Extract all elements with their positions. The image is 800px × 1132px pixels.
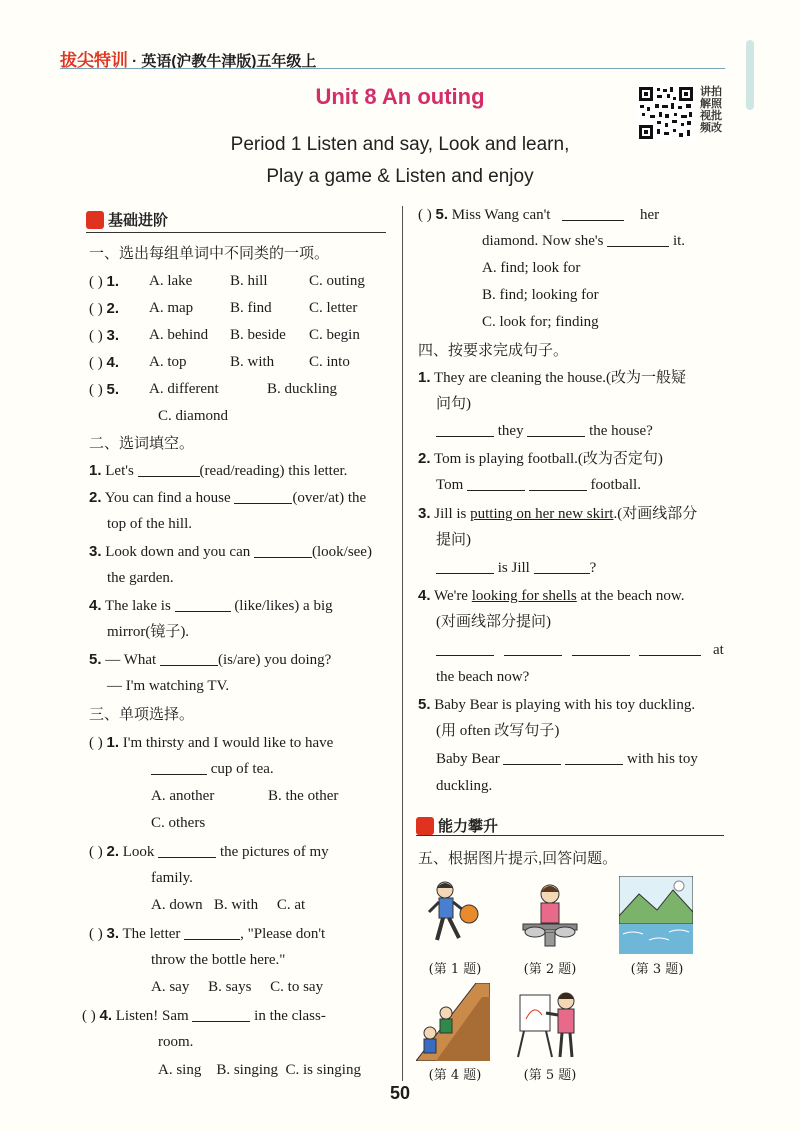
list-item [89,349,350,377]
q-text: in the class- [254,1008,326,1024]
choice-q1 [89,729,333,757]
answer-paren[interactable]: ( ) [89,355,103,371]
rewrite-q4 [418,582,684,610]
answer-blank[interactable] [158,841,216,858]
item-number: 2. [106,300,120,317]
part2-title: 二、选词填空。 [89,435,195,452]
choice-q5 [418,201,659,229]
item-number: 3. [106,925,120,942]
answer-paren[interactable]: ( ) [89,274,103,290]
answer-blank[interactable] [151,758,207,775]
answer-paren[interactable]: ( ) [89,382,103,398]
q-text: 问句) [436,396,471,412]
option-b: B. with [230,354,275,370]
item-number: 3. [89,543,102,560]
q-text: with his toy [626,751,698,767]
answer-blank[interactable] [467,474,525,491]
qr-code-icon[interactable] [637,85,695,141]
answer-blank[interactable] [534,557,590,574]
q-text: (look/see) [311,544,372,560]
answer-blank[interactable] [175,595,231,612]
q-text: is Jill [497,560,530,576]
q-text: they [497,423,524,439]
option-c: C. diamond [158,408,228,424]
answer-blank[interactable] [527,420,585,437]
section-basic-header [86,209,168,231]
section-advanced-header [416,812,498,834]
q-text: Tom is playing football.(改为否定句) [434,451,663,467]
q-text: at the beach now. [576,588,685,604]
rewrite-q3 [418,500,697,528]
option-b: B. hill [230,273,268,289]
running-boy-picture [425,878,485,953]
rewrite-q5-answer [436,746,698,773]
section-advanced-title: 能力攀升 [438,817,499,835]
header-rule [60,68,725,69]
picture-caption: (第 3 题) [630,962,684,977]
q-text: The letter [122,926,181,942]
answer-blank[interactable] [138,460,200,477]
item-number: 2. [418,450,431,467]
item-number: 1. [106,273,120,290]
answer-blank[interactable] [639,639,701,656]
item-number: 5. [106,381,120,398]
item-number: 4. [89,597,102,614]
choice-q2 [89,838,329,866]
q-text: (用 often 改写句子) [436,723,560,739]
options: A. say B. says C. to say [151,979,324,995]
q-text: (对画线部分提问) [436,614,551,630]
answer-blank[interactable] [565,748,623,765]
fill-q2 [89,484,366,512]
item-number: 4. [106,354,120,371]
q-text: the house? [589,423,653,439]
answer-blank[interactable] [184,923,240,940]
q-text: Baby Bear is playing with his toy duckling. [434,697,696,713]
option-c: C. others [151,815,206,831]
section-basic-rule [86,232,386,233]
section-advanced-rule [416,835,724,836]
fill-q1 [89,457,347,485]
picture-caption: (第 4 题) [428,1068,482,1083]
part3-title: 三、单项选择。 [89,706,195,723]
period-title-line2: Play a game & Listen and enjoy [266,166,534,187]
q-text: Look down and you can [105,544,251,560]
option-b: B. the other [268,788,339,804]
q-text: .(对画线部分 [613,506,698,522]
option-b: B. find [230,300,272,316]
lake-landscape-picture [619,876,693,954]
underlined-text: putting on her new skirt [470,506,614,522]
q-text: mirror(镜子). [107,624,190,640]
list-item [89,322,360,350]
rewrite-q4-answer [436,637,724,664]
item-number: 5. [89,651,102,668]
q-text: You can find a house [104,490,231,506]
answer-blank[interactable] [192,1005,250,1022]
q-text: her [639,207,660,223]
q-text: room. [158,1034,194,1050]
q-text: throw the bottle here." [151,952,286,968]
option-a: A. lake [149,273,193,289]
answer-blank[interactable] [607,230,669,247]
q-text: They are cleaning the house.(改为一般疑 [434,370,687,386]
answer-blank[interactable] [562,204,624,221]
picture-caption: (第 1 题) [428,962,482,977]
unit-title: Unit 8 An outing [315,84,485,109]
q-text: the garden. [107,570,174,586]
fill-q5 [89,646,331,674]
header-subtitle: 英语(沪教牛津版)五年级上 [141,53,317,70]
item-number: 4. [99,1007,113,1024]
answer-blank[interactable] [234,487,292,504]
fill-q4 [89,592,333,620]
q-text: I'm thirsty and I would like to have [122,735,334,751]
q-text: Baby Bear [436,751,500,767]
option-a: A. another [151,788,215,804]
section-basic-title: 基础进阶 [108,212,169,229]
q-text: Look [122,844,155,860]
q-text: it. [672,233,686,249]
rewrite-q5 [418,691,695,719]
rewrite-q1 [418,364,686,392]
item-number: 4. [418,587,431,604]
options: A. sing B. singing C. is singing [158,1062,361,1078]
section-icon [416,817,434,835]
q-text: diamond. Now she's [482,233,604,249]
option-c: C. begin [309,327,360,343]
answer-blank[interactable] [254,541,312,558]
answer-paren[interactable]: ( ) [418,207,432,223]
q-text: (is/are) you doing? [217,652,332,668]
q-text: cup of tea. [210,761,274,777]
answer-paren[interactable]: ( ) [89,844,103,860]
part1-title: 一、选出每组单词中不同类的一项。 [89,245,330,262]
picture-caption: (第 2 题) [523,962,577,977]
answer-paren[interactable]: ( ) [89,926,103,942]
q-text: ? [589,560,597,576]
q-text: Let's [105,463,134,479]
item-number: 1. [106,734,120,751]
options: A. down B. with C. at [151,897,306,913]
header-bullet: · [132,53,138,70]
brand-name: 拔尖特训 [60,51,128,70]
part4-title: 四、按要求完成句子。 [418,342,569,359]
period-title-line1: Period 1 Listen and say, Look and learn, [230,134,570,155]
list-item [89,295,358,323]
item-number: 2. [106,843,120,860]
option-a: A. find; look for [482,260,581,276]
q-text: the pictures of my [219,844,329,860]
option-a: A. top [149,354,187,370]
item-number: 5. [435,206,449,223]
q-text: (over/at) the [292,490,367,506]
item-number: 3. [418,505,431,522]
q-text: The lake is [105,598,171,614]
rewrite-q3-answer [436,555,596,582]
page-number: 50 [389,1083,411,1103]
rewrite-q1-answer [436,418,653,445]
q-text: family. [151,870,193,886]
fill-q3 [89,538,372,566]
rewrite-q2 [418,445,663,473]
answer-paren[interactable]: ( ) [89,301,103,317]
answer-paren[interactable]: ( ) [89,328,103,344]
q-text: top of the hill. [107,516,192,532]
list-item [89,376,337,404]
q-text: Tom [436,477,464,493]
rewrite-q2-answer [436,472,641,499]
q-text: Miss Wang can't [451,207,551,223]
option-a: A. behind [149,327,209,343]
option-c: C. look for; finding [482,314,599,330]
q-text: duckling. [436,778,493,794]
girl-cooking-picture [515,880,585,952]
option-b: B. beside [230,327,286,343]
option-c: C. into [309,354,350,370]
q-text: 提问) [436,532,471,548]
item-number: 3. [106,327,120,344]
q-text: the beach now? [436,669,530,685]
list-item [89,268,365,296]
q-text: , "Please don't [240,926,326,942]
answer-blank[interactable] [503,748,561,765]
choice-q4 [82,1002,326,1030]
option-c: C. letter [309,300,358,316]
choice-q5-cont [482,228,685,255]
q-text: football. [590,477,641,493]
answer-blank[interactable] [529,474,587,491]
girl-drawing-picture [516,985,586,1061]
section-icon [86,211,104,229]
answer-blank[interactable] [436,639,494,656]
part5-title: 五、根据图片提示,回答问题。 [418,850,618,867]
underlined-text: looking for shells [471,588,577,604]
q-text: (like/likes) a big [234,598,333,614]
q-text: We're [434,588,472,604]
answer-blank[interactable] [436,557,494,574]
item-number: 5. [418,696,431,713]
answer-paren[interactable]: ( ) [82,1008,96,1024]
choice-q3 [89,920,325,948]
picture-caption: (第 5 题) [523,1068,577,1083]
qr-caption: 讲拍解照视批频改 [700,86,722,134]
option-c: C. outing [309,273,365,289]
column-divider [402,206,403,1081]
item-number: 1. [89,462,102,479]
q-text: Jill is [434,506,471,522]
choice-q1-cont [151,756,274,783]
q-text: Listen! Sam [115,1008,189,1024]
answer-paren[interactable]: ( ) [89,735,103,751]
item-number: 2. [89,489,102,506]
option-b: B. find; looking for [482,287,599,303]
answer-blank[interactable] [160,649,218,666]
option-a: A. map [149,300,194,316]
answer-blank[interactable] [436,420,494,437]
item-number: 1. [418,369,431,386]
answer-blank[interactable] [504,639,562,656]
answer-blank[interactable] [572,639,630,656]
q-text: — What [105,652,157,668]
q-text: — I'm watching TV. [107,678,230,694]
option-a: A. different [149,381,219,397]
q-text: (read/reading) this letter. [199,463,348,479]
option-b: B. duckling [267,381,337,397]
q-text: at [713,642,724,658]
climbing-hill-picture [416,983,490,1061]
